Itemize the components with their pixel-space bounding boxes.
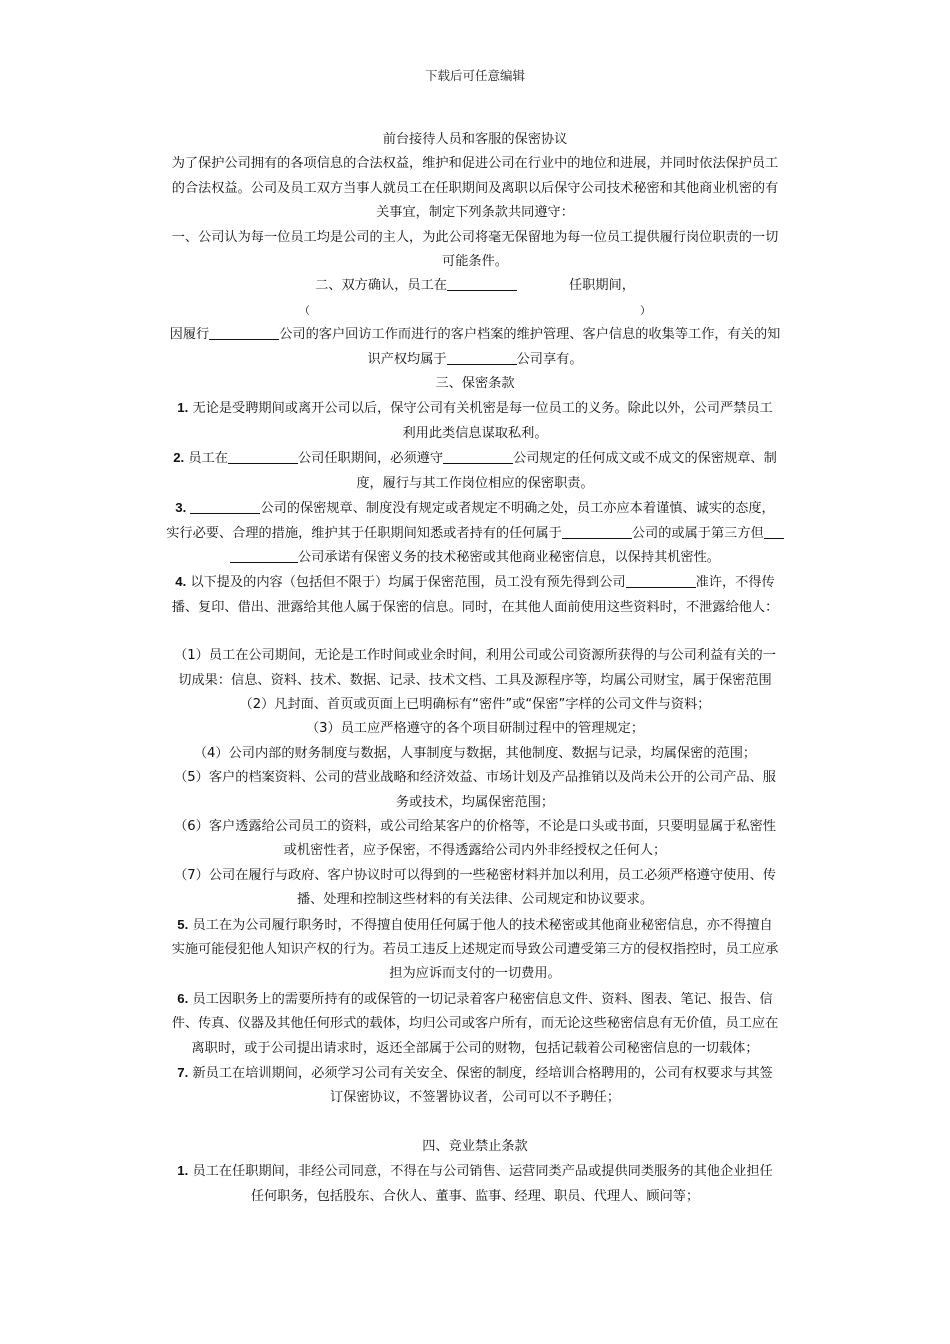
item-4: （4）公司内部的财务制度与数据，人事制度与数据，其他制度、数据与记录，均属保密的范围； xyxy=(193,745,757,761)
document-body xyxy=(143,128,807,1209)
fill-blank[interactable] xyxy=(764,524,784,539)
clause-3-4: 4. 以下提及的内容（包括但不限于）均属于保密范围，员工没有预先得到公司 准许，不得传 xyxy=(175,574,775,591)
article-2-paren-line: （ ） xyxy=(299,303,651,317)
item-6: （6）客户透露给公司员工的资料，或公司给某客户的价格等，不论是口头或书面，只要明显属于私密性 xyxy=(174,818,776,834)
fill-blank[interactable] xyxy=(190,499,260,514)
clause-3-3: 3. 公司的保密规章、制度没有规定或者规定不明确之处，员工亦应本着谨慎、诚实的态度， xyxy=(175,500,775,517)
article-1-line: 一、公司认为每一位员工均是公司的主人，为此公司将毫无保留地为每一位员工提供履行岗位职责的一切 xyxy=(171,229,779,245)
fill-blank[interactable] xyxy=(230,548,298,563)
clause-3-3-cont: 公司承诺有保密义务的技术秘密或其他商业秘密信息，以保持其机密性。 xyxy=(143,546,807,570)
intro-line: 的合法权益。公司及员工双方当事人就员工在任职期间及离职以后保守公司技术秘密和其他商业机密的有 xyxy=(171,180,779,196)
clause-4-1-cont: 任何职务，包括股东、合伙人、董事、监事、经理、职员、代理人、顾问等； xyxy=(250,1188,700,1204)
fill-blank[interactable] xyxy=(447,350,517,365)
clause-3-7-cont: 订保密协议，不签署协议者，公司可以不予聘任； xyxy=(329,1090,621,1106)
clause-3-5: 5. 员工在为公司履行职务时，不得擅自使用任何属于他人的技术秘密或其他商业秘密信息，亦不得擅自 xyxy=(177,916,773,933)
blank-line xyxy=(143,620,807,644)
intro-line: 为了保护公司拥有的各项信息的合法权益，维护和促进公司在行业中的地位和进展，并同时依法保护员工 xyxy=(171,156,779,172)
clause-4-1: 1. 员工在任职期间，非经公司同意，不得在与公司销售、运营同类产品或提供同类服务的其他企业担任 xyxy=(177,1163,773,1180)
fill-blank[interactable] xyxy=(447,276,517,291)
article-2-line: 因履行 公司的客户回访工作而进行的客户档案的维护管理、客户信息的收集等工作，有关的知 xyxy=(169,327,781,343)
item-1-cont: 切成果：信息、资料、技术、数据、记录、技术文档、工具及源程序等，均属公司财宝，属于保密范围 xyxy=(178,672,772,688)
clause-3-7: 7. 新员工在培训期间，必须学习公司有关安全、保密的制度，经培训合格聘用的，公司有权要求与其签 xyxy=(177,1065,773,1082)
article-1-line: 可能条件。 xyxy=(442,254,508,270)
article-2-line: 识产权均属于 公司享有。 xyxy=(367,351,583,367)
item-3: （3）员工应严格遵守的各个项目研制过程中的管理规定； xyxy=(305,721,645,737)
clause-3-6: 6. 员工因职务上的需要所持有的或保管的一切记录着客户秘密信息文件、资料、图表、笔记、报告、信 xyxy=(177,990,773,1007)
fill-blank[interactable] xyxy=(562,524,632,539)
article-2-line: 二、双方确认，员工在 任职期间， xyxy=(315,278,635,294)
clause-3-5-cont: 担为应诉而支付的一切费用。 xyxy=(389,966,561,982)
fill-blank[interactable] xyxy=(209,325,279,340)
item-2: （2）凡封面、首页或页面上已明确标有“密件”或“保密”字样的公司文件与资料； xyxy=(239,696,711,712)
section-3-title: 三、保密条款 xyxy=(435,376,515,392)
item-6-cont: 或机密性者，应予保密，不得透露给公司内外非经授权之任何人； xyxy=(283,843,667,859)
fill-blank[interactable] xyxy=(626,573,696,588)
clause-3-1: 1. 无论是受聘期间或离开公司以后，保守公司有关机密是每一位员工的义务。除此以外，公司严禁员工 xyxy=(177,400,773,417)
item-7: （7）公司在履行与政府、客户协议时可以得到的一些秘密材料并加以利用，员工必须严格遵守使用、传 xyxy=(174,867,776,883)
blank-line xyxy=(143,1111,807,1135)
clause-3-1-cont: 利用此类信息谋取私利。 xyxy=(402,425,548,441)
fill-blank[interactable] xyxy=(228,449,298,464)
clause-3-6-cont: 离职时，或于公司提出请求时，返还全部属于公司的财物，包括记载着公司秘密信息的一切载体； xyxy=(191,1040,759,1056)
clause-3-5-cont: 实施可能侵犯他人知识产权的行为。若员工违反上述规定而导致公司遭受第三方的侵权指控时，员工应承 xyxy=(171,942,779,957)
section-4-title: 四、竞业禁止条款 xyxy=(422,1138,528,1154)
page-header: 下载后可任意编辑 xyxy=(424,68,525,83)
clause-3-2: 2. 员工在 公司任职期间，必须遵守 公司规定的任何成文或不成文的保密规章、制 xyxy=(173,450,777,467)
document-title: 前台接待人员和客服的保密协议 xyxy=(382,132,568,147)
item-7-cont: 播、处理和控制这些材料的有关法律、公司规定和协议要求。 xyxy=(296,892,654,908)
item-5: （5）客户的档案资料、公司的营业战略和经济效益、市场计划及产品推销以及尚未公开的公司产品、服 xyxy=(174,770,776,786)
clause-3-3-cont: 实行必要、合理的措施，维护其于任职期间知悉或者持有的任何属于 公司的或属于第三方但 xyxy=(143,522,807,546)
clause-3-2-cont: 度，履行与其工作岗位相应的保密职责。 xyxy=(356,475,594,491)
clause-3-6-cont: 件、传真、仪器及其他任何形式的载体，均归公司或客户所有，而无论这些秘密信息有无价值，员工应在 xyxy=(171,1016,779,1032)
item-1: （1）员工在公司期间，无论是工作时间或业余时间，利用公司或公司资源所获得的与公司利益有关的一 xyxy=(174,648,776,664)
fill-blank[interactable] xyxy=(443,449,513,464)
item-5-cont: 务或技术，均属保密范围； xyxy=(395,794,555,810)
clause-3-4-cont: 播、复印、借出、泄露给其他人属于保密的信息。同时，在其他人面前使用这些资料时，不泄露给他人： xyxy=(171,599,779,615)
intro-line: 关事宜，制定下列条款共同遵守： xyxy=(376,205,574,221)
